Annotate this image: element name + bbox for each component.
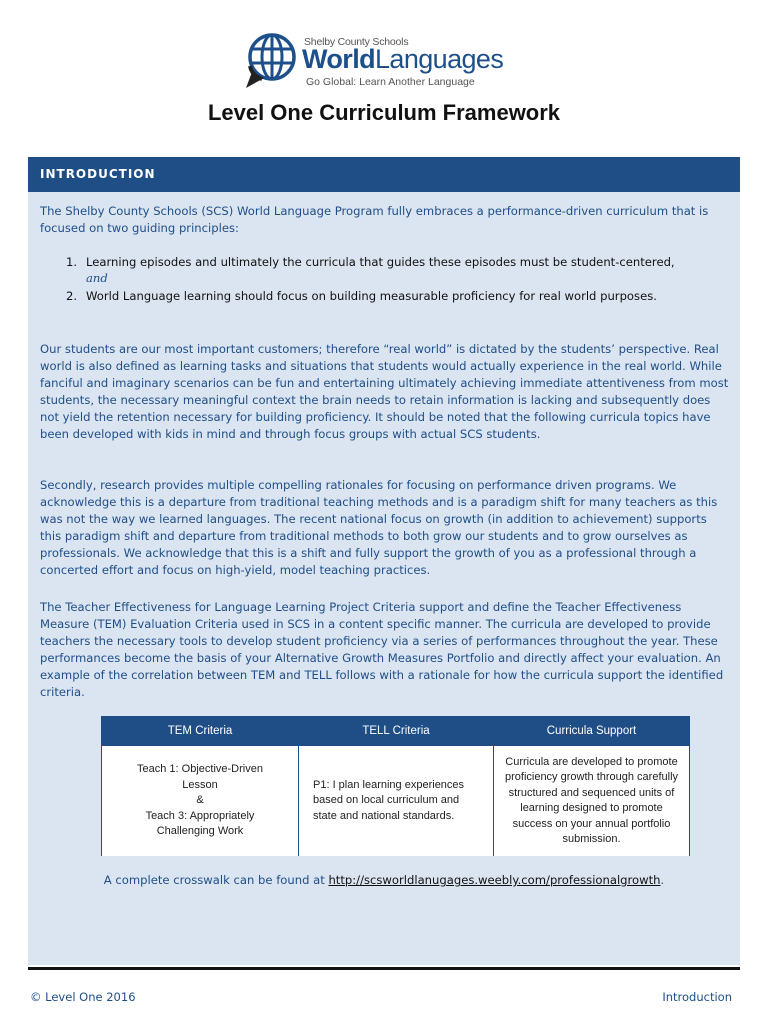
- footer-section-name: Introduction: [662, 990, 732, 1004]
- paragraph-customers: Our students are our most important customers; therefore “real world” is dictated by the students’ perspective. Real world is also defined as learning tasks and situations that students would actually experience in the real world. While fanciful and imaginary scenarios can be fun and entertaining ultimately achieving immediate attentiveness from most students, the necessary meaningful context the brain needs to retain information is lacking and subsequently does not yield the retention necessary for building proficiency. It should be noted that the following curricula topics have been developed with kids in mind and through focus groups with actual SCS students.: [40, 342, 729, 441]
- table-header-cell: TELL Criteria: [299, 717, 494, 746]
- list-item: [66, 288, 686, 304]
- crosswalk-suffix: .: [660, 873, 665, 887]
- logo: [246, 30, 526, 94]
- tem-cell: [102, 746, 299, 857]
- tem-line: Teach 3: Appropriately: [145, 809, 255, 822]
- tem-line: &: [196, 794, 204, 807]
- list-number: 1.: [66, 255, 78, 269]
- list-item: [66, 254, 686, 286]
- crosswalk-link[interactable]: http://scsworldlanugages.weebly.com/professionalgrowth: [328, 873, 661, 887]
- list-number: 2.: [66, 289, 78, 303]
- intro-paragraph: The Shelby County Schools (SCS) World Language Program fully embraces a performance-driven curriculum that is focused on two guiding principles:: [40, 204, 709, 235]
- tem-line: Teach 1: Objective-Driven: [137, 763, 263, 776]
- footer-copyright: © Level One 2016: [30, 990, 136, 1004]
- page-title: Level One Curriculum Framework: [207, 100, 561, 125]
- paragraph-tem: The Teacher Effectiveness for Language Learning Project Criteria support and define the Teacher Effectiveness Measure (TEM) Evaluation Criteria used in SCS in a content specific manner. The curricula are developed to provide teachers the necessary tools to develop student proficiency via a series of performances throughout the year. These performances become the basis of your Alternative Growth Measures Portfolio and directly affect your evaluation. An example of the correlation between TEM and TELL follows with a rationale for how the curricula support the identified criteria.: [40, 600, 724, 699]
- criteria-table: [101, 716, 690, 856]
- table-header-row: [102, 717, 690, 746]
- section-header: [28, 157, 740, 192]
- list-suffix: and: [86, 271, 108, 285]
- section-heading: INTRODUCTION: [40, 167, 156, 181]
- list-text: World Language learning should focus on building measurable proficiency for real world purposes.: [86, 289, 657, 303]
- paragraph-research: Secondly, research provides multiple compelling rationales for focusing on performance driven programs. We acknowledge this is a departure from traditional teaching methods and is a paradigm shift for many teachers as this was not the way we learned languages. The recent national focus on growth (in addition to achievement) supports this paradigm shift and departure from traditional methods to both grow our students and to grow ourselves as professionals. We acknowledge that this is a shift and fully support the growth of you as a professional through a concerted effort and focus on high-yield, model teaching practices.: [40, 478, 718, 577]
- brand-name-light: Languages: [375, 44, 504, 74]
- brand-tagline: Go Global: Learn Another Language: [306, 76, 475, 88]
- table-row: [102, 746, 690, 857]
- crosswalk-prefix: A complete crosswalk can be found at: [103, 873, 329, 887]
- footer-divider: [28, 967, 740, 970]
- introduction-panel: [28, 157, 740, 965]
- tem-line: Challenging Work: [156, 825, 244, 838]
- list-text: Learning episodes and ultimately the curricula that guides these episodes must be student-centered,: [86, 255, 675, 269]
- principles-list: [66, 254, 686, 306]
- support-cell: Curricula are developed to promote proficiency growth through carefully structured and sequenced units of learning designed to promote success on your annual portfolio submission.: [494, 746, 690, 857]
- tell-cell: P1: I plan learning experiences based on local curriculum and state and national standards.: [299, 746, 494, 857]
- brand-name-bold: World: [302, 44, 375, 74]
- brand-name: [302, 44, 503, 75]
- globe-speech-bubble-icon: [246, 32, 302, 92]
- brand-org-line: Shelby County Schools: [304, 36, 409, 48]
- table-header-cell: TEM Criteria: [102, 717, 299, 746]
- crosswalk-line: [28, 873, 740, 887]
- tem-line: Lesson: [182, 778, 218, 791]
- table-header-cell: Curricula Support: [494, 717, 690, 746]
